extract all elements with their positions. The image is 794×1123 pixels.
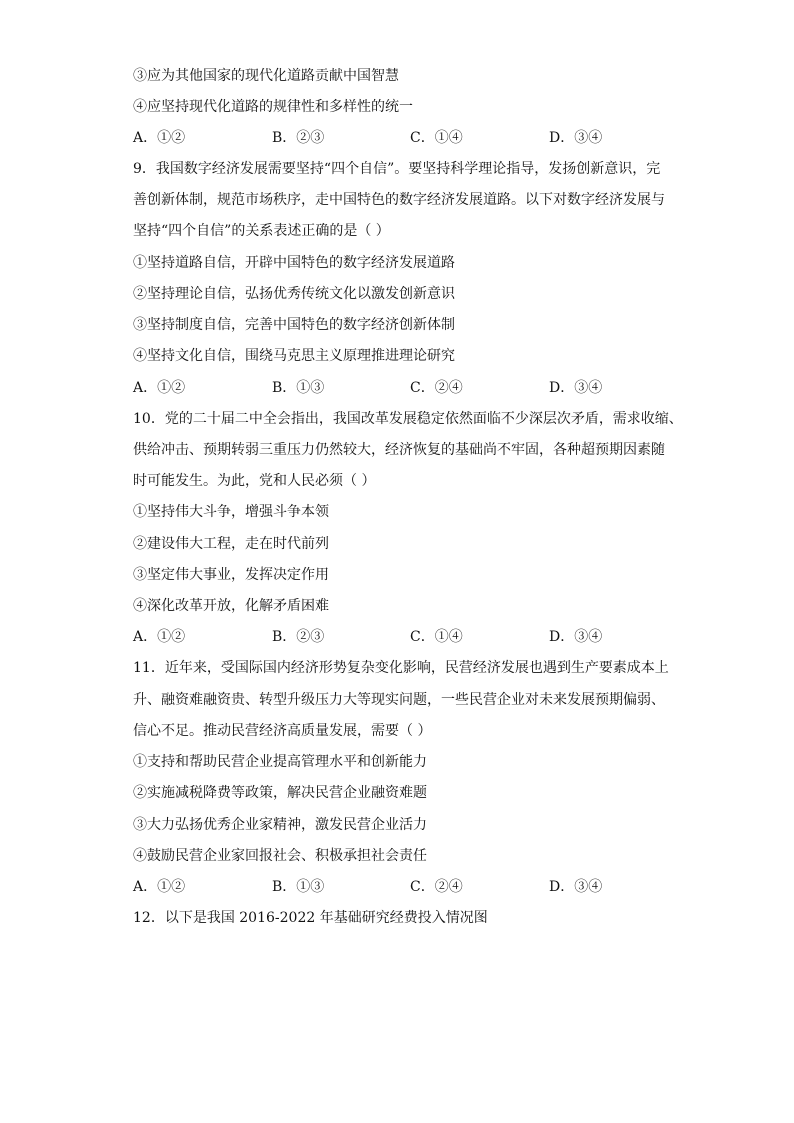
q11-stem-line-2: 升、融资难融资贵、转型升级压力大等现实问题，一些民营企业对未来发展预期偏弱、: [133, 692, 665, 708]
q11-item-4: ④鼓励民营企业家回报社会、积极承担社会责任: [133, 848, 427, 864]
q10-option-b[interactable]: B．②③: [272, 629, 325, 645]
q9-options: [133, 378, 693, 398]
q9-item-1: ①坚持道路自信，开辟中国特色的数字经济发展道路: [133, 255, 455, 271]
q10-stem-line-1: 10．党的二十届二中全会指出，我国改革发展稳定依然面临不少深层次矛盾，需求收缩、: [133, 411, 683, 427]
q11-option-a[interactable]: A．①②: [133, 879, 186, 895]
q10-option-d[interactable]: D．③④: [549, 629, 603, 645]
q8-options: [133, 128, 693, 148]
q8-item-4: ④应坚持现代化道路的规律性和多样性的统一: [133, 99, 413, 115]
q11-item-3: ③大力弘扬优秀企业家精神，激发民营企业活力: [133, 817, 427, 833]
q10-item-3: ③坚定伟大事业，发挥决定作用: [133, 567, 329, 583]
q9-item-4: ④坚持文化自信，围绕马克思主义原理推进理论研究: [133, 348, 455, 364]
q8-option-c[interactable]: C．①④: [410, 130, 463, 146]
q10-option-c[interactable]: C．①④: [410, 629, 463, 645]
q9-stem-line-2: 善创新体制，规范市场秩序，走中国特色的数字经济发展道路。以下对数字经济发展与: [133, 192, 665, 208]
q9-option-d[interactable]: D．③④: [549, 380, 603, 396]
q10-stem-line-3: 时可能发生。为此，党和人民必须（ ）: [133, 473, 376, 489]
q10-item-4: ④深化改革开放，化解矛盾困难: [133, 598, 329, 614]
q10-option-a[interactable]: A．①②: [133, 629, 186, 645]
q11-stem-line-1: 11．近年来，受国际国内经济形势复杂变化影响，民营经济发展也遇到生产要素成本上: [133, 660, 669, 676]
q11-options: [133, 877, 693, 897]
q8-option-b[interactable]: B．②③: [272, 130, 325, 146]
q11-item-1: ①支持和帮助民营企业提高管理水平和创新能力: [133, 754, 427, 770]
q8-item-3: ③应为其他国家的现代化道路贡献中国智慧: [133, 68, 399, 84]
q11-option-b[interactable]: B．①③: [272, 879, 325, 895]
q11-option-d[interactable]: D．③④: [549, 879, 603, 895]
q9-option-a[interactable]: A．①②: [133, 380, 186, 396]
q11-item-2: ②实施减税降费等政策，解决民营企业融资难题: [133, 785, 427, 801]
q11-option-c[interactable]: C．②④: [410, 879, 463, 895]
q8-option-d[interactable]: D．③④: [549, 130, 603, 146]
q10-stem-line-2: 供给冲击、预期转弱三重压力仍然较大，经济恢复的基础尚不牢固，各种超预期因素随: [133, 442, 665, 458]
q9-stem-line-3: 坚持“四个自信”的关系表述正确的是（ ）: [133, 223, 390, 239]
q10-options: [133, 627, 693, 647]
q9-option-c[interactable]: C．②④: [410, 380, 463, 396]
q10-item-2: ②建设伟大工程，走在时代前列: [133, 536, 329, 552]
q9-item-3: ③坚持制度自信，完善中国特色的数字经济创新体制: [133, 317, 455, 333]
q9-stem-line-1: 9．我国数字经济发展需要坚持“四个自信”。要坚持科学理论指导，发扬创新意识，完: [133, 161, 661, 177]
q9-option-b[interactable]: B．①③: [272, 380, 325, 396]
q11-stem-line-3: 信心不足。推动民营经济高质量发展，需要（ ）: [133, 723, 432, 739]
q9-item-2: ②坚持理论自信，弘扬优秀传统文化以激发创新意识: [133, 286, 455, 302]
q12-stem-line-1: 12．以下是我国 2016-2022 年基础研究经费投入情况图: [133, 910, 488, 926]
q8-option-a[interactable]: A．①②: [133, 130, 186, 146]
q10-item-1: ①坚持伟大斗争，增强斗争本领: [133, 504, 329, 520]
